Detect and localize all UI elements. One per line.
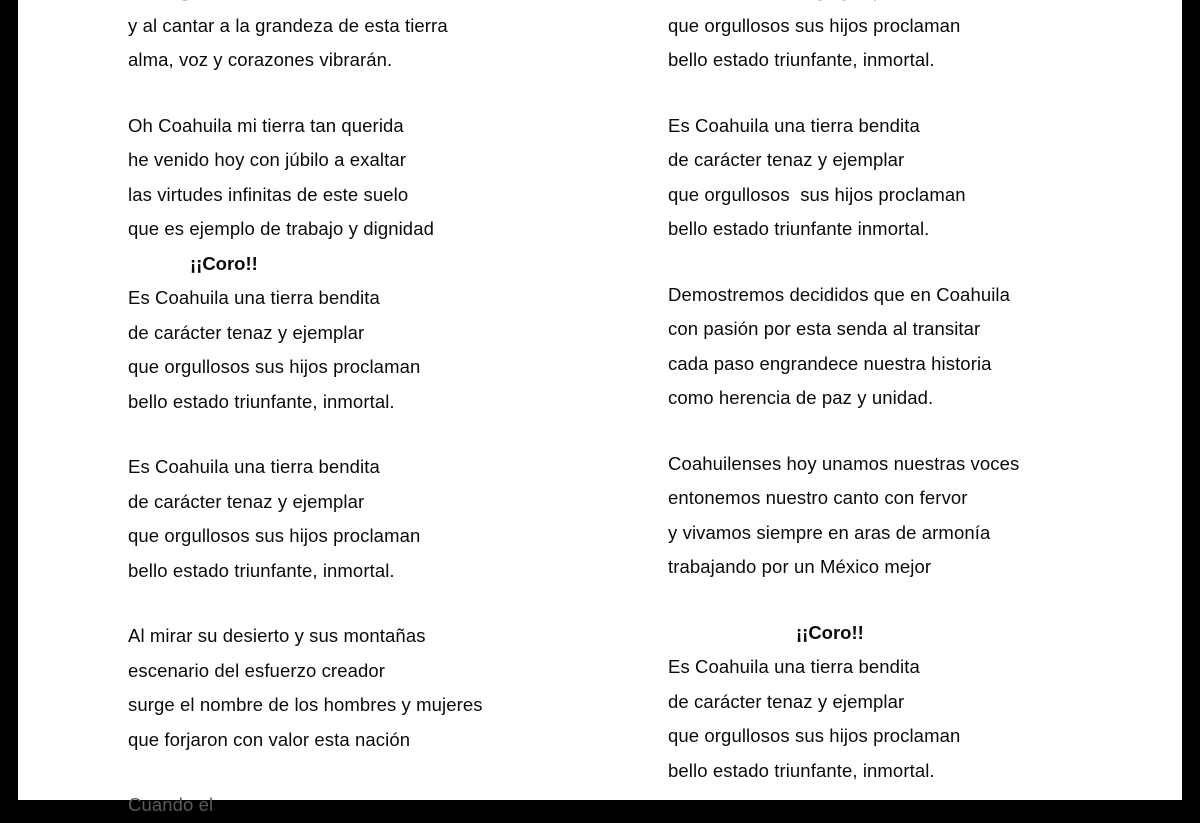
lyric-line: bello estado triunfante, inmortal. <box>668 49 935 70</box>
stanza <box>668 109 1188 247</box>
stanza <box>128 109 648 420</box>
lyric-line: de carácter tenaz y ejemplar <box>128 321 365 343</box>
lyrics-column-left <box>128 0 648 815</box>
lyric-line: bello estado triunfante, inmortal. <box>128 559 395 581</box>
lyric-line: que orgullosos sus hijos proclaman <box>668 183 966 205</box>
chorus-label: ¡¡Coro!! <box>796 621 864 643</box>
chorus-label: ¡¡Coro!! <box>190 252 258 274</box>
lyric-line: Coahuilenses hoy unamos nuestras voces <box>668 452 1020 474</box>
lyric-line: trabajando por un México mejor <box>668 556 932 577</box>
lyrics-columns <box>18 0 1182 815</box>
lyric-line: escenario del esfuerzo creador <box>128 659 386 681</box>
lyric-line: que orgullosos sus hijos proclaman <box>128 525 421 546</box>
lyric-line: bello estado triunfante inmortal. <box>668 218 930 239</box>
lyric-line: de carácter tenaz y ejemplar <box>128 490 365 512</box>
lyric-line: que forjaron con valor esta nación <box>128 728 411 750</box>
lyric-line: cada paso engrandece nuestra historia <box>668 352 992 374</box>
lyric-line: que orgullosos sus hijos proclaman <box>668 725 961 746</box>
lyric-line: entonemos nuestro canto con fervor <box>668 487 968 508</box>
lyric-line: he venido hoy con júbilo a exaltar <box>128 149 407 170</box>
lyrics-column-right <box>668 0 1188 800</box>
lyric-line: alma, voz y corazones vibrarán. <box>128 49 393 70</box>
lyric-line: de carácter tenaz y ejemplar <box>668 690 905 712</box>
lyric-line: de carácter tenaz y ejemplar <box>668 149 905 170</box>
lyric-line: Es Coahuila una tierra bendita <box>128 287 380 308</box>
lyric-line: Al mirar su desierto y sus montañas <box>128 625 426 646</box>
stanza <box>668 0 1188 78</box>
stanza <box>128 619 648 757</box>
stanza <box>128 450 648 588</box>
lyric-line: Cuando el <box>128 794 214 815</box>
lyric-line: que es ejemplo de trabajo y dignidad <box>128 218 434 239</box>
lyric-line: que orgullosos sus hijos proclaman <box>128 356 421 377</box>
lyric-line: Es Coahuila una tierra bendita <box>668 114 920 136</box>
stanza <box>128 788 648 823</box>
lyric-line <box>668 0 1188 9</box>
lyric-line: Es Coahuila una tierra bendita <box>668 656 920 677</box>
lyric-line: con pasión por esta senda al transitar <box>668 318 981 339</box>
lyric-line: bello estado triunfante, inmortal. <box>128 390 395 412</box>
lyric-line: como herencia de paz y unidad. <box>668 387 934 408</box>
lyric-line: surge el nombre de los hombres y mujeres <box>128 694 483 715</box>
stanza <box>128 0 648 78</box>
lyric-line: que orgullosos sus hijos proclaman <box>668 14 961 36</box>
lyric-line <box>128 0 648 9</box>
lyric-line: bello estado triunfante, inmortal. <box>668 759 935 781</box>
stanza <box>668 616 1188 789</box>
lyric-line: Oh Coahuila mi tierra tan querida <box>128 114 404 136</box>
stanza <box>668 447 1188 585</box>
lyric-line: las virtudes infinitas de este suelo <box>128 183 409 205</box>
stanza <box>668 278 1188 416</box>
lyric-line: y vivamos siempre en aras de armonía <box>668 521 991 543</box>
lyric-line: Es Coahuila una tierra bendita <box>128 456 380 477</box>
lyric-line: Demostremos decididos que en Coahuila <box>668 283 1011 305</box>
lyrics-sheet <box>18 0 1182 815</box>
lyric-line: y al cantar a la grandeza de esta tierra <box>128 14 448 36</box>
